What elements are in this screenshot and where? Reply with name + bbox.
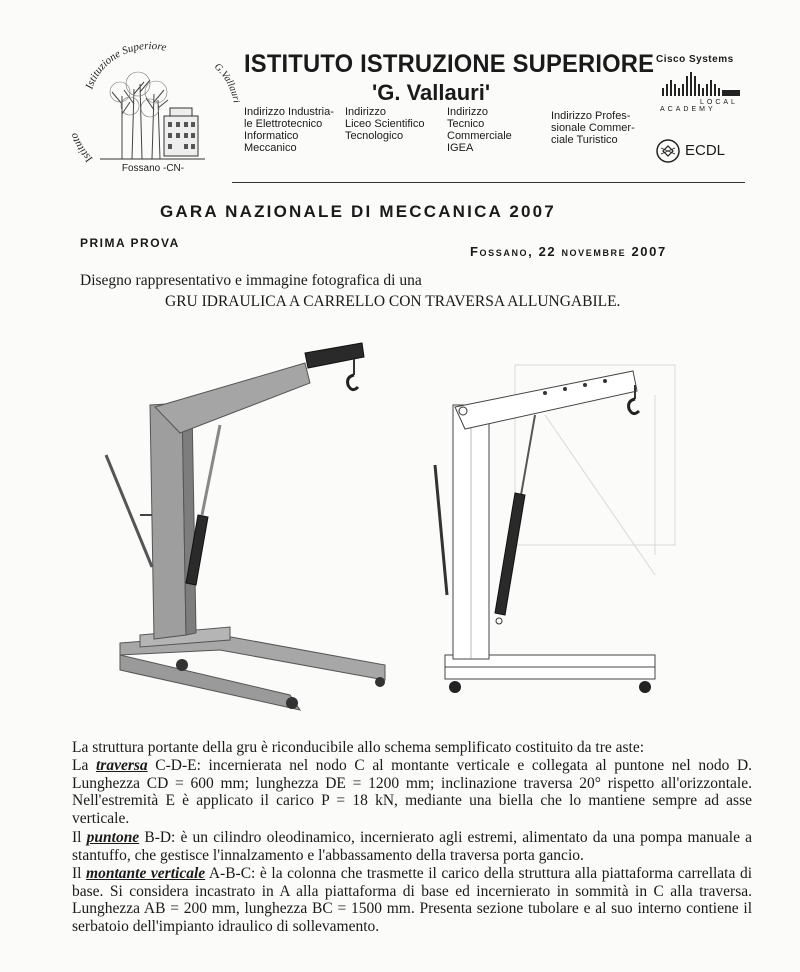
institute-subname: 'G. Vallauri' xyxy=(372,80,491,105)
traversa-text: C-D-E: incernierata nel nodo C al montante verticale e collegata al puntone nel nodo D. Lunghezza CD = 600 mm; lunghezza DE = 1200 mm; inclinazione traversa 20° rispetto all'orizzontale. Nell'estremità E è applicato il carico P = 18 kN, mediante una biella che lo mantiene sempre ad asse verticale. xyxy=(72,757,753,827)
track-professional: Indirizzo Profes- sionale Commer- ciale Turistico xyxy=(551,110,635,146)
track-commercial: Indirizzo Tecnico Commerciale IGEA xyxy=(447,106,512,154)
logo-ring-right: G.Vallau xyxy=(211,61,240,98)
puntone-term: puntone xyxy=(86,829,140,846)
place-date: Fossano, 22 novembre 2007 xyxy=(470,244,667,259)
cisco-title: Cisco Systems xyxy=(656,54,734,65)
intro-line-2: GRU IDRAULICA A CARRELLO CON TRAVERSA ALLUNGABILE. xyxy=(165,293,621,310)
logo-ring-left: Istituto xyxy=(67,131,96,165)
montante-term: montante verticale xyxy=(86,865,206,882)
intro-line-1: Disegno rappresentativo e immagine fotografica di una xyxy=(80,272,422,289)
traversa-paragraph xyxy=(72,757,752,827)
structure-intro: La struttura portante della gru è riconducibile allo schema semplificato costituito da tre aste: xyxy=(72,739,645,756)
svg-text:Istituto xyxy=(68,131,96,166)
school-logo xyxy=(60,34,240,179)
traversa-term: traversa xyxy=(95,757,148,774)
puntone-paragraph xyxy=(72,829,752,864)
header-divider xyxy=(232,182,745,183)
svg-text:Istituzione Superiore xyxy=(83,40,167,92)
ecdl-label: ECDL xyxy=(685,142,726,159)
test-label: PRIMA PROVA xyxy=(80,236,180,250)
track-liceo: Indirizzo Liceo Scientifico Tecnologico xyxy=(345,106,425,142)
montante-paragraph xyxy=(72,865,752,935)
logo-location: Fossano -CN- xyxy=(121,163,185,174)
track-industrial: Indirizzo Industria- le Elettrotecnico Informatico Meccanico xyxy=(244,106,334,154)
crane-drawing xyxy=(425,335,705,715)
competition-title: GARA NAZIONALE DI MECCANICA 2007 xyxy=(160,202,556,221)
crane-photo xyxy=(100,335,400,725)
puntone-label: Il xyxy=(72,829,82,846)
cisco-academy: ACADEMY xyxy=(660,106,716,113)
cisco-bars-icon xyxy=(662,70,740,96)
puntone-text: B-D: è un cilindro oleodinamico, incernierato agli estremi, alimentato da una pompa manuale a stantuffo, che gestisce l'innalzamento e l'abbassamento della traversa porta gancio. xyxy=(72,829,753,864)
institute-name: ISTITUTO ISTRUZIONE SUPERIORE xyxy=(244,50,655,78)
montante-text: A-B-C: è la colonna che trasmette il carico della struttura alla piattaforma carrellata di base. Si considera incastrato in A alla piattaforma di base ed incernierato in sommità in C alla traversa. Lunghezza AB = 200 mm, lunghezza BC = 1500 mm. Presenta sezione tubolare e al suo interno contiene il serbatoio dell'impianto idraulico di sollevamento. xyxy=(72,865,752,935)
traversa-label: La xyxy=(72,757,89,774)
svg-text:G.Vallauri xyxy=(212,61,240,104)
cisco-local: LOCAL xyxy=(700,99,738,106)
ecdl-icon xyxy=(655,138,681,164)
montante-label: Il xyxy=(72,865,82,882)
logo-ring-top: Istituzione Superiore xyxy=(83,39,168,91)
